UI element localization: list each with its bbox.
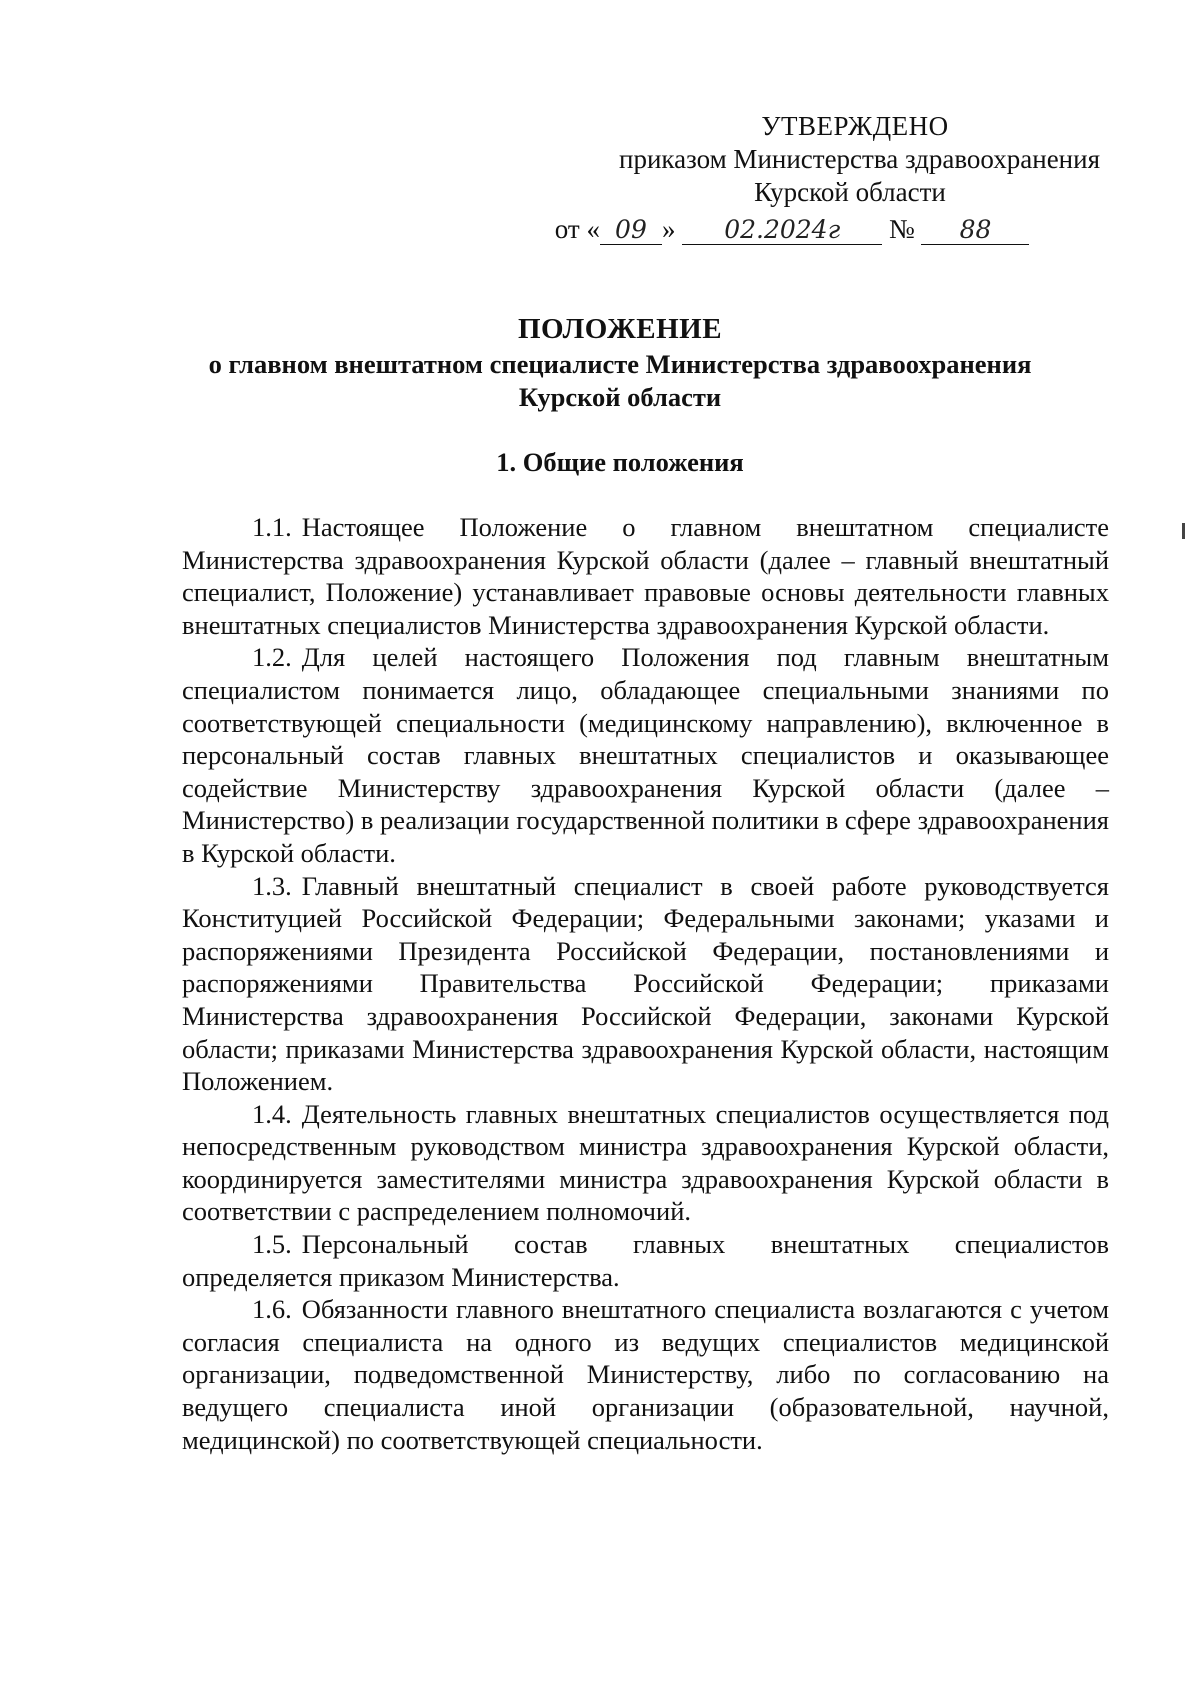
handwritten-month-year: 02.2024г	[682, 216, 882, 245]
handwritten-day: 09	[600, 216, 662, 245]
approval-date-line	[554, 213, 1100, 246]
paragraph-text: Обязанности главного внештатного специалиста возлагаются с учетом согласия специалиста на одного из ведущих специалистов медицинской организации, подведомственной Министерству, либо по согласованию на ведущего специалиста иной организации (образовательной, научной, медицинской) по соответствующей специальности.	[182, 1294, 1109, 1455]
paragraph-number: 1.6.	[252, 1294, 292, 1325]
paragraph-number: 1.3.	[252, 870, 292, 901]
paragraph-number: 1.1.	[252, 512, 292, 542]
paragraph-1-1	[182, 511, 1109, 641]
paragraph-text: Персональный состав главных внештатных специалистов определяется приказом Министерства.	[182, 1229, 1109, 1292]
doc-subject-line2: Курской области	[518, 382, 722, 412]
paragraph-text: Для целей настоящего Положения под главным внештатным специалистом понимается лицо, обладающее специальными знаниями по соответствующей специальности (медицинскому направлению), включенное в персональный состав главных внештатных специалистов и оказывающее содействие Министерству здравоохранения Курской области (далее – Министерство) в реализации государственной политики в сфере здравоохранения в Курской области.	[182, 642, 1109, 868]
document-title	[150, 310, 1090, 414]
scan-artifact-mark	[1182, 523, 1185, 539]
approval-by-order: приказом Министерства здравоохранения	[619, 144, 1100, 174]
paragraph-1-2	[182, 641, 1109, 869]
number-label: №	[888, 214, 915, 244]
doc-type: ПОЛОЖЕНИЕ	[517, 313, 723, 345]
handwritten-order-number: 88	[921, 216, 1029, 245]
paragraph-text: Деятельность главных внештатных специалистов осуществляется под непосредственным руководством министра здравоохранения Курской области, координируется заместителями министра здравоохранения Курской области в соответствии с распределением полномочий.	[182, 1098, 1109, 1227]
paragraph-number: 1.2.	[252, 642, 292, 673]
paragraph-1-5	[182, 1228, 1109, 1293]
paragraph-number: 1.4.	[252, 1098, 292, 1129]
paragraph-1-6	[182, 1293, 1109, 1456]
approval-title: УТВЕРЖДЕНО	[761, 111, 949, 141]
paragraph-1-3	[182, 870, 1109, 1098]
approval-region: Курской области	[754, 177, 946, 207]
paragraph-text: Главный внештатный специалист в своей работе руководствуется Конституцией Российской Федерации; Федеральными законами; указами и распоряжениями Президента Российской Федерации, постановлениями и распоряжениями Правительства Российской Федерации; приказами Министерства здравоохранения Российской Федерации, законами Курской области; приказами Министерства здравоохранения Курской области, настоящим Положением.	[182, 870, 1109, 1097]
paragraph-1-4	[182, 1098, 1109, 1228]
doc-subject-line1: о главном внештатном специалисте Министерства здравоохранения	[208, 349, 1032, 379]
section-heading: 1. Общие положения	[496, 447, 744, 477]
document-body	[182, 511, 1109, 1456]
paragraph-number: 1.5.	[252, 1229, 292, 1260]
paragraph-text: Настоящее Положение о главном внештатном специалисте Министерства здравоохранения Курской области (далее – главный внештатный специалист, Положение) устанавливает правовые основы деятельности главных внештатных специалистов Министерства здравоохранения Курской области.	[182, 512, 1109, 640]
date-mid: »	[661, 214, 676, 244]
date-prefix: от «	[554, 214, 600, 244]
approval-stamp	[554, 110, 1100, 246]
